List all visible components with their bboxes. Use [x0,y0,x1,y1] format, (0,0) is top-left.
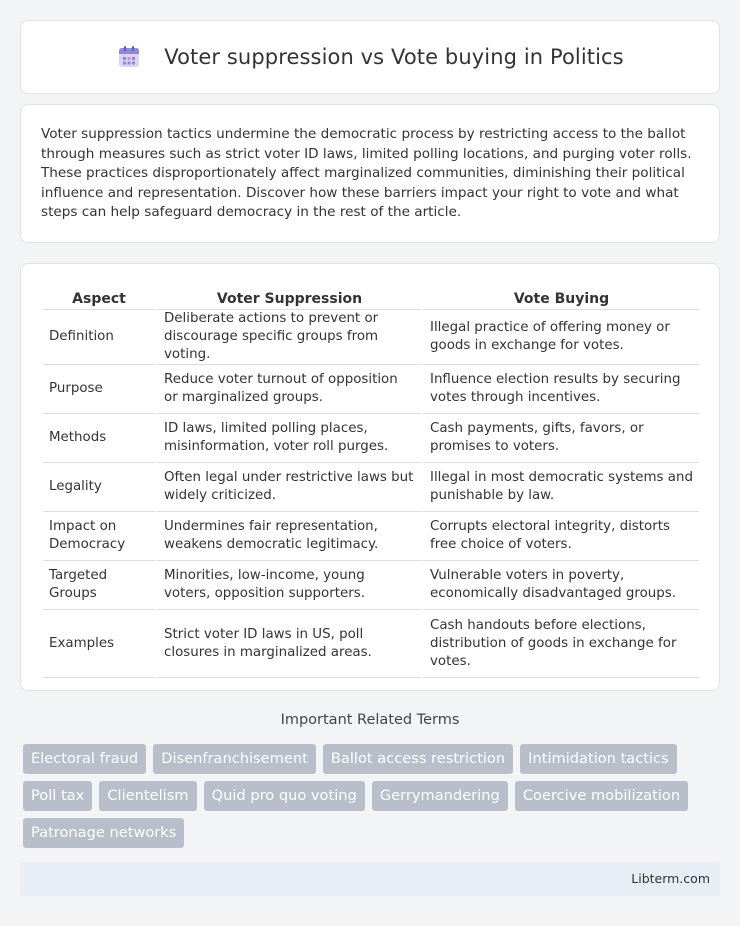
cell-aspect: Impact on Democracy [43,512,155,561]
cell-aspect: Targeted Groups [43,561,155,610]
cell-voter-suppression: Deliberate actions to prevent or discourage specific groups from voting. [155,310,421,365]
header-card [20,20,720,94]
tag-patronage-networks[interactable]: Patronage networks [23,818,184,848]
table-row [43,561,699,610]
cell-aspect: Methods [43,414,155,463]
tag-clientelism[interactable]: Clientelism [99,781,196,811]
table-row [43,310,699,365]
cell-aspect: Purpose [43,365,155,414]
cell-voter-suppression: Often legal under restrictive laws but widely criticized. [155,463,421,512]
cell-aspect: Definition [43,310,155,365]
table-header-row [43,284,699,310]
tag-gerrymandering[interactable]: Gerrymandering [372,781,508,811]
page-title: Voter suppression vs Vote buying in Politics [164,45,624,69]
header-voter-suppression: Voter Suppression [155,284,421,310]
tag-coercive-mobilization[interactable]: Coercive mobilization [515,781,688,811]
cell-voter-suppression: Reduce voter turnout of opposition or marginalized groups. [155,365,421,414]
cell-vote-buying: Corrupts electoral integrity, distorts free choice of voters. [421,512,699,561]
cell-vote-buying: Cash payments, gifts, favors, or promises to voters. [421,414,699,463]
header-inner [116,44,623,70]
cell-aspect: Examples [43,610,155,678]
calendar-icon [116,44,142,70]
header-aspect: Aspect [43,284,155,310]
comparison-card [20,263,720,691]
footer-site-link[interactable]: Libterm.com [631,871,710,886]
footer [20,862,720,896]
cell-voter-suppression: Minorities, low-income, young voters, opposition supporters. [155,561,421,610]
comparison-table [43,284,699,678]
intro-card [20,104,720,243]
related-terms-tags [23,744,723,855]
tag-disenfranchisement[interactable]: Disenfranchisement [153,744,316,774]
cell-vote-buying: Cash handouts before elections, distribution of goods in exchange for votes. [421,610,699,678]
tag-poll-tax[interactable]: Poll tax [23,781,92,811]
cell-vote-buying: Illegal in most democratic systems and punishable by law. [421,463,699,512]
header-vote-buying: Vote Buying [421,284,699,310]
cell-vote-buying: Influence election results by securing votes through incentives. [421,365,699,414]
cell-vote-buying: Vulnerable voters in poverty, economically disadvantaged groups. [421,561,699,610]
tag-ballot-access-restriction[interactable]: Ballot access restriction [323,744,513,774]
intro-paragraph: Voter suppression tactics undermine the democratic process by restricting access to the ballot through measures such as strict voter ID laws, limited polling locations, and purging voter rolls. These practices disproportionately affect marginalized communities, diminishing their political influence and representation. Discover how these barriers impact your right to vote and what steps can help safeguard democracy in the rest of the article. [41,126,692,220]
table-row [43,512,699,561]
table-row [43,463,699,512]
tag-intimidation-tactics[interactable]: Intimidation tactics [520,744,677,774]
cell-voter-suppression: ID laws, limited polling places, misinformation, voter roll purges. [155,414,421,463]
tag-quid-pro-quo-voting[interactable]: Quid pro quo voting [204,781,365,811]
cell-voter-suppression: Undermines fair representation, weakens democratic legitimacy. [155,512,421,561]
cell-voter-suppression: Strict voter ID laws in US, poll closures in marginalized areas. [155,610,421,678]
table-row [43,610,699,678]
related-terms-title: Important Related Terms [280,712,460,728]
table-row [43,365,699,414]
tag-electoral-fraud[interactable]: Electoral fraud [23,744,146,774]
cell-aspect: Legality [43,463,155,512]
cell-vote-buying: Illegal practice of offering money or goods in exchange for votes. [421,310,699,365]
table-row [43,414,699,463]
